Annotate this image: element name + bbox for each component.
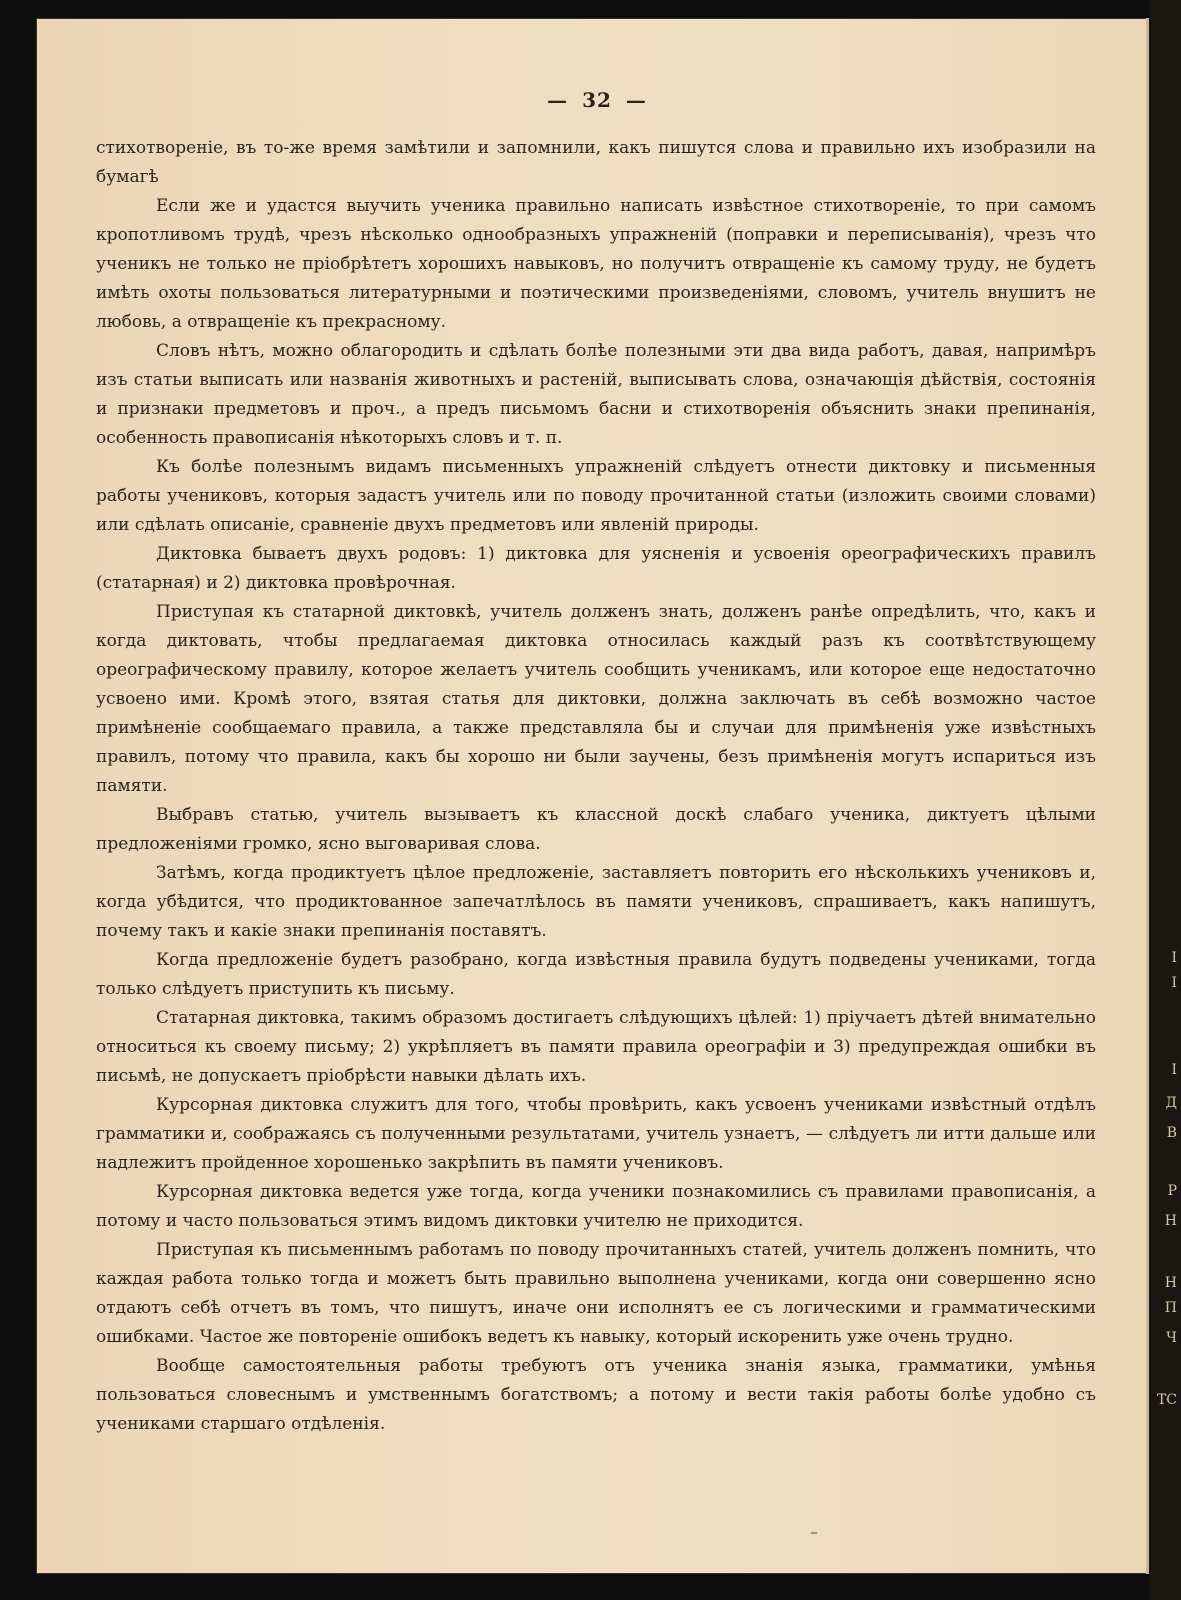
bleed-letter: Н [1164,1213,1177,1229]
paragraph: Если же и удастся выучить ученика правильно написать извѣстное стихотвореніе, то при самомъ кропотливомъ трудѣ, чрезъ нѣсколько однообразныхъ упражненій (поправки и переписыванія), чрезъ что ученикъ не только не пріобрѣтетъ хорошихъ навыковъ, но получитъ отвращеніе къ самому труду, не будетъ имѣть охоты пользоваться литературными и поэтическими произведеніями, словомъ, учитель внушитъ не любовь, а отвращеніе къ прекрасному. [96,196,1096,332]
paragraph: Курсорная диктовка ведется уже тогда, когда ученики познакомились съ правилами правописанія, а потому и часто пользоваться этимъ видомъ диктовки учителю не приходится. [96,1182,1096,1231]
paragraph: Приступая къ статарной диктовкѣ, учитель долженъ знать, долженъ ранѣе опредѣлить, что, какъ и когда диктовать, чтобы предлагаемая диктовка относилась каждый разъ къ соотвѣтствующему ореографическому правилу, которое желаетъ учитель сообщить ученикамъ, или которое еще недостаточно усвоено ими. Кромѣ этого, взятая статья для диктовки, должна заключать въ себѣ возможно частое примѣненіе сообщаемаго правила, а также представляла бы и случаи для примѣненія уже извѣстныхъ правилъ, потому что правила, какъ бы хорошо ни были заучены, безъ примѣненія могутъ испариться изъ памяти. [96,602,1096,796]
paragraph: Къ болѣе полезнымъ видамъ письменныхъ упражненій слѣдуетъ отнести диктовку и письменныя работы учениковъ, которыя задастъ учитель или по поводу прочитанной статьи (изложить своими словами) или сдѣлать описаніе, сравненіе двухъ предметовъ или явленій природы. [96,457,1096,535]
bleed-letter: Ч [1166,1330,1177,1346]
paragraph: стихотвореніе, въ то-же время замѣтили и запомнили, какъ пишутся слова и правильно ихъ изобразили на бумагѣ [96,138,1096,187]
bleed-letter: Д [1165,1095,1177,1111]
bleed-letter: П [1164,1300,1177,1316]
paragraph: Диктовка бываетъ двухъ родовъ: 1) диктовка для уясненія и усвоенія ореографическихъ правилъ (статарная) и 2) диктовка провѣрочная. [96,544,1096,593]
page-body [96,134,1096,1439]
bleed-letter: В [1166,1125,1177,1141]
bleed-letter: Р [1167,1183,1177,1199]
bleed-letter: I [1171,975,1177,991]
paragraph: Вообще самостоятельныя работы требуютъ отъ ученика знанія языка, грамматики, умѣнья пользоваться словеснымъ и умственнымъ богатствомъ; а потому и вести такія работы болѣе удобно съ учениками старшаго отдѣленія. [96,1356,1096,1434]
bleed-letter: ТС [1156,1392,1177,1408]
page-header [36,88,1158,112]
paragraph: Приступая къ письменнымъ работамъ по поводу прочитанныхъ статей, учитель долженъ помнить, что каждая работа только тогда и можетъ быть правильно выполнена учениками, когда они совершенно ясно отдаютъ себѣ отчетъ въ томъ, что пишутъ, иначе они исполнятъ ее съ логическими и грамматическими ошибками. Частое же повтореніе ошибокъ ведетъ къ навыку, который искоренить уже очень трудно. [96,1240,1096,1347]
bleed-letter: I [1171,1062,1177,1078]
adjacent-page-bleed [1149,0,1181,1600]
paragraph: Статарная диктовка, такимъ образомъ достигаетъ слѣдующихъ цѣлей: 1) пріучаетъ дѣтей внимательно относиться къ своему письму; 2) укрѣпляетъ въ памяти правила ореографіи и 3) предупреждая ошибки въ письмѣ, не допускаетъ пріобрѣсти навыки дѣлать ихъ. [96,1008,1096,1086]
bleed-letter: Н [1164,1275,1177,1291]
paragraph: Словъ нѣтъ, можно облагородить и сдѣлать болѣе полезными эти два вида работъ, давая, напримѣръ изъ статьи выписать или названія животныхъ и растеній, выписывать слова, означающія дѣйствія, состоянія и признаки предметовъ и проч., а предъ письмомъ басни и стихотворенія объяснить знаки препинанія, особенность правописанія нѣкоторыхъ словъ и т. п. [96,341,1096,448]
bleed-letter: I [1171,950,1177,966]
page-number: 32 [582,88,612,112]
header-dash-left: — [547,88,569,112]
paragraph: Когда предложеніе будетъ разобрано, когда извѣстныя правила будутъ подведены учениками, тогда только слѣдуетъ приступить къ письму. [96,950,1096,999]
paragraph: Курсорная диктовка служитъ для того, чтобы провѣрить, какъ усвоенъ учениками извѣстный отдѣлъ грамматики и, соображаясь съ полученными результатами, учитель узнаетъ, — слѣдуетъ ли итти дальше или надлежитъ пройденное хорошенько закрѣпить въ памяти учениковъ. [96,1095,1096,1173]
header-dash-right: — [625,88,647,112]
book-page [36,18,1158,1574]
paragraph: Затѣмъ, когда продиктуетъ цѣлое предложеніе, заставляетъ повторить его нѣсколькихъ учениковъ и, когда убѣдится, что продиктованное запечатлѣлось въ памяти учениковъ, спрашиваетъ, какъ напишутъ, почему такъ и какіе знаки препинанія поставятъ. [96,863,1096,941]
ink-speck [811,1532,817,1534]
paragraph: Выбравъ статью, учитель вызываетъ къ классной доскѣ слабаго ученика, диктуетъ цѣлыми предложеніями громко, ясно выговаривая слова. [96,805,1096,854]
